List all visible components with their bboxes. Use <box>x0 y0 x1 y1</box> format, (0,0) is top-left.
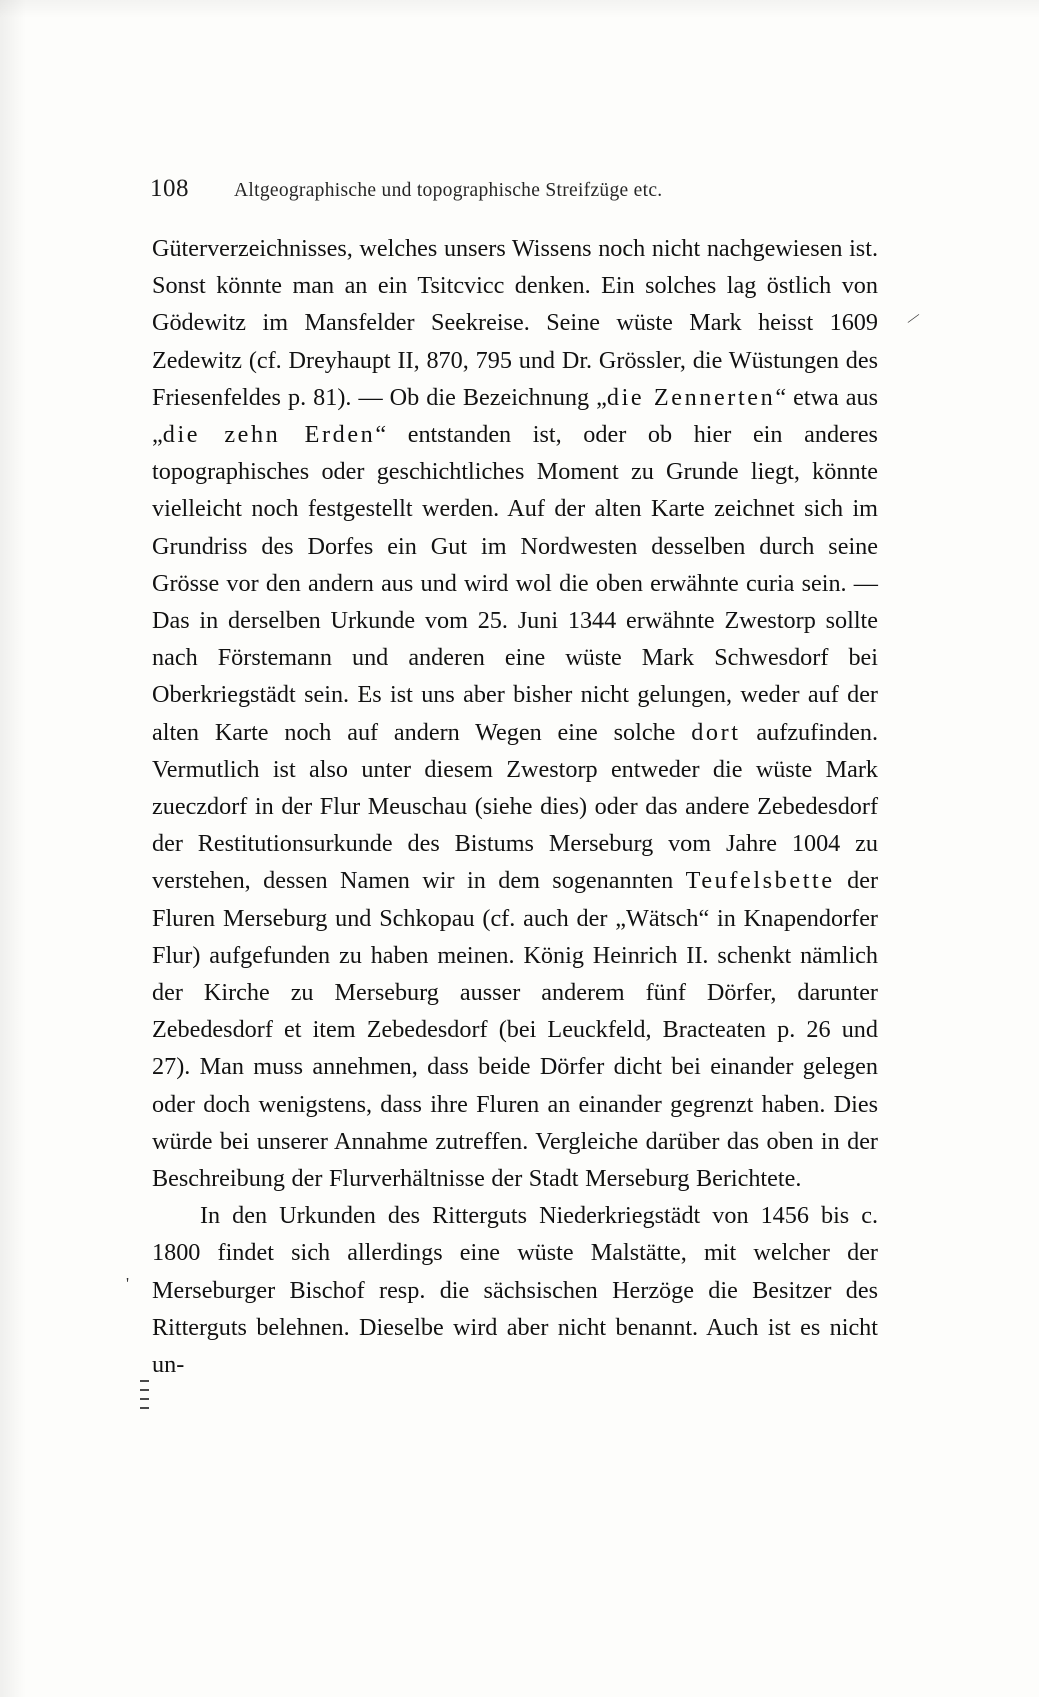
page-number: 108 <box>150 175 189 202</box>
margin-mark-left: ' <box>126 1274 130 1293</box>
running-title: Altgeographische und topographische Streifzüge etc. <box>234 180 663 201</box>
margin-mark-right: ⁄ <box>909 309 918 328</box>
scan-shadow-left <box>0 0 26 1697</box>
page-header <box>150 175 890 203</box>
paragraph: In den Urkunden des Ritterguts Niederkriegstädt von 1456 bis c. 1800 findet sich allerdings eine wüste Malstätte, mit welcher der Merseburger Bischof resp. die sächsischen Herzöge die Besitzer des Ritterguts belehnen. Dieselbe wird aber nicht benannt. Auch ist es nicht un- <box>152 1202 878 1379</box>
page-body <box>152 230 878 1383</box>
scan-shadow-top <box>0 0 1039 18</box>
scan-edge-artifact <box>140 1380 149 1409</box>
paragraph: Güterverzeichnisses, welches unsers Wissens noch nicht nachgewiesen ist. Sonst könnte man an ein Tsitcvicc denken. Ein solches lag östlich von Gödewitz im Mansfelder Seekreise. Seine wüste Mark heisst 1609 Zedewitz (cf. Dreyhaupt II, 870, 795 und Dr. Grössler, die Wüstungen des Friesenfeldes p. 81). — Ob die Bezeichnung „die Zennerten“ etwa aus „die zehn Erden“ entstanden ist, oder ob hier ein anderes topographisches oder geschichtliches Moment zu Grunde liegt, könnte vielleicht noch festgestellt werden. Auf der alten Karte zeichnet sich im Grundriss des Dorfes ein Gut im Nordwesten desselben durch seine Grösse vor den andern aus und wird wol die oben erwähnte curia sein. — Das in derselben Urkunde vom 25. Juni 1344 erwähnte Zwestorp sollte nach Förstemann und anderen eine wüste Mark Schwesdorf bei Oberkriegstädt sein. Es ist uns aber bisher nicht gelungen, weder auf der alten Karte noch auf andern Wegen eine solche dort aufzufinden. Vermutlich ist also unter diesem Zwestorp entweder die wüste Mark zueczdorf in der Flur Meuschau (siehe dies) oder das andere Zebedesdorf der Restitutionsurkunde des Bistums Merseburg vom Jahre 1004 zu verstehen, dessen Namen wir in dem sogenannten Teufelsbette der Fluren Merseburg und Schkopau (cf. auch der „Wätsch“ in Knapendorfer Flur) aufgefunden zu haben meinen. König Heinrich II. schenkt nämlich der Kirche zu Merseburg ausser anderem fünf Dörfer, darunter Zebedesdorf et item Zebedesdorf (bei Leuckfeld, Bracteaten p. 26 und 27). Man muss annehmen, dass beide Dörfer dicht bei einander gelegen oder doch wenigstens, dass ihre Fluren an einander gegrenzt haben. Dies würde bei unserer Annahme zutreffen. Vergleiche darüber das oben in der Beschreibung der Flurverhältnisse der Stadt Merseburg Berichtete. <box>152 235 879 1193</box>
